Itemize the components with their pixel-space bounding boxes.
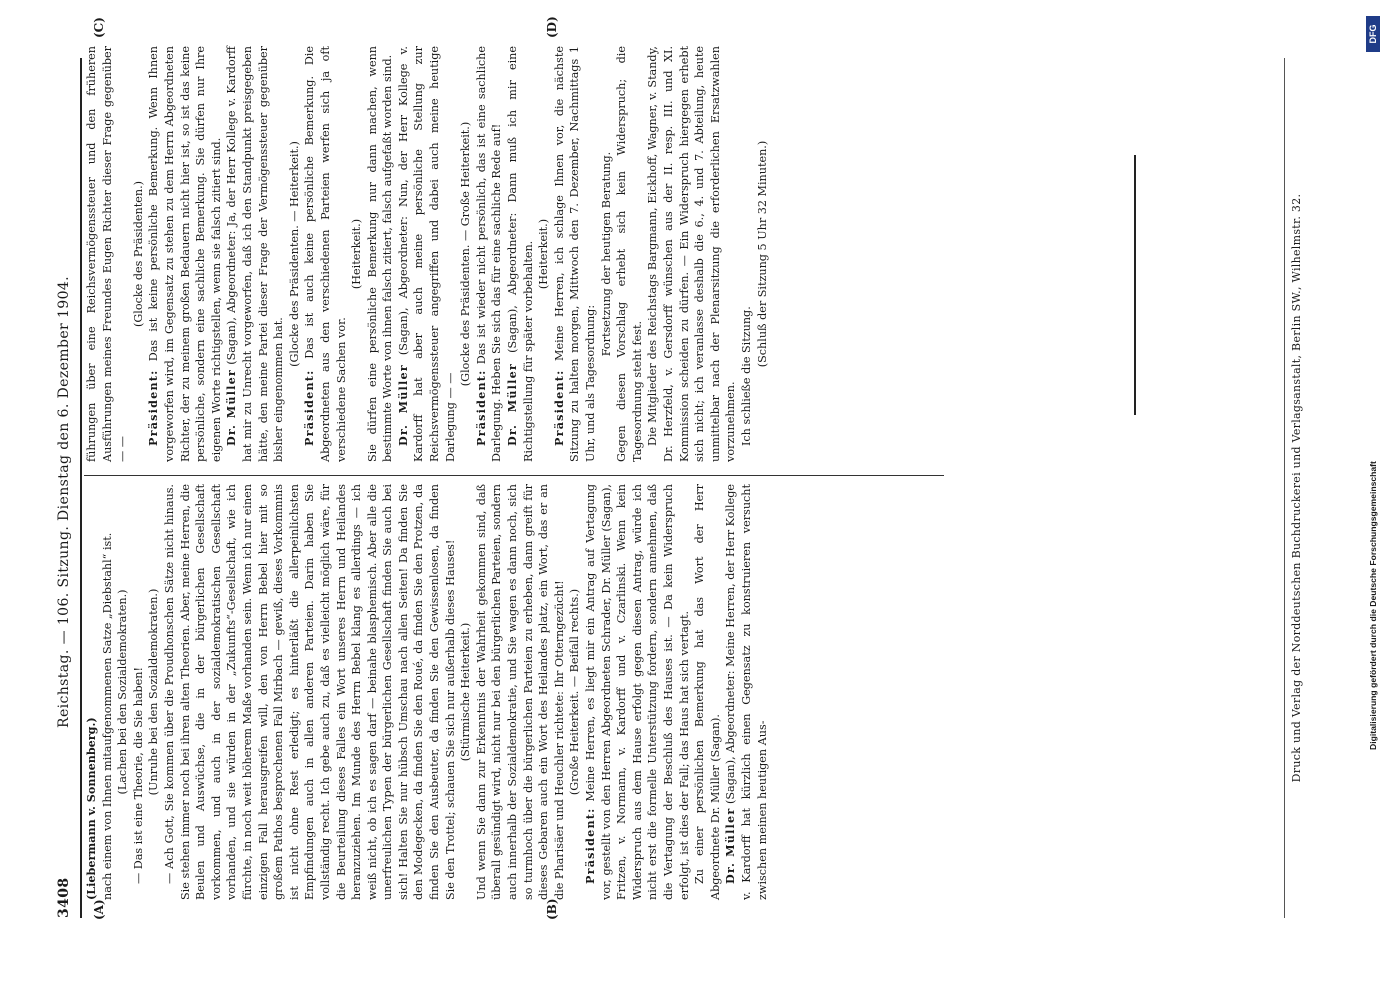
margin-letter-d: (D) [545,16,559,38]
page-number: 3408 [56,877,72,918]
column-rule [84,475,944,476]
paragraph-text: Ich schließe die Sitzung. [739,306,753,446]
right-paragraph [131,46,147,462]
paragraph-text: (Sagan), Abgeordneter: Meine Herren, der Herr Kollege v. Kardorff hat kürzlich einen Gegensatz zu konstruieren versucht zwischen meinen heutigen Aus- [724,484,769,900]
paragraph-text: Meine Herren, es liegt mir ein Antrag auf Vertagung vor, gestellt von den Herren Abgeordneten Schrader, Dr. Müller (Sagan), Fritzen, v. Normann, v. Kardorff und v. Czarlinski. Wenn kein Widerspruch aus dem Hause erfolgt gegen diesen Antrag, würde ich nicht erst die formelle Unterstützung fordern, sondern annehmen, daß die Vertagung der Beschluß des Hauses ist. — Da kein Widerspruch erfolgt, ist dies der Fall; das Haus hat sich vertagt. [584,484,691,900]
speaker-name: Präsident: [551,369,566,446]
right-paragraph [146,46,224,462]
right-paragraph [505,46,536,462]
right-paragraph [645,46,739,462]
digitization-strip [1368,0,1380,1000]
right-paragraph [84,46,131,462]
right-paragraph [755,46,771,462]
running-title: Reichstag. — 106. Sitzung. Dienstag den 6. Dezember 1904. [56,275,72,728]
paragraph-text: führungen über eine Reichsvermögenssteuer und den früheren Ausführungen meines Freundes Eugen Richter dieser Frage gegenüber — — [85,46,130,462]
right-paragraph [224,46,286,462]
left-paragraph [84,484,100,900]
paragraph-text: (Heiterkeit.) [350,218,364,290]
right-column [84,46,770,462]
paragraph-text: — Das ist eine Theorie, die Sie haben! [131,666,145,884]
left-paragraph [162,484,458,900]
paragraph-text: (Glocke des Präsidenten.) [131,181,145,328]
paragraph-text: Das ist keine persönliche Bemerkung. Wenn Ihnen vorgeworfen wird, im Gegensatz zu stehen zu dem Herrn Abgeordneten Richter, der zu meinem großen Bedauern nicht hier ist, so ist das keine persönliche, sondern eine sachliche Bemerkung. Sie dürfen nur Ihre eigenen Worte richtigstellen, wenn sie falsch zitiert sind. [147,46,223,462]
left-paragraph [474,484,568,900]
margin-letter-a: (A) [92,899,106,920]
right-paragraph [614,46,645,462]
paragraph-text: (Heiterkeit.) [537,218,551,290]
right-paragraph [287,46,303,462]
end-rule [1134,155,1136,415]
speaker-name: Präsident: [146,369,161,446]
speaker-name: Präsident: [583,807,597,884]
left-paragraph [146,484,162,900]
paragraph-text: — Ach Gott, Sie kommen über die Proudhonschen Sätze nicht hinaus. Sie stehen immer noch bei ihren alten Theorien. Aber, meine Herren, die Beulen und Auswüchse, die in der bürgerlichen Gesellschaft vorkommen, und auch in der sozialdemokratischen Gesellschaft vorhanden, und sie würden in der „Zukunfts“-Gesellschaft, wie ich fürchte, in noch weit höherem Maße vorhanden sein. Wenn ich nur einen einzigen Fall herausgreifen will, den von Herrn Bebel hier mit so großem Pathos besprochenen Fall Mirbach — gewiß, dieses Vorkommnis ist nicht ohne Rest erledigt; es hinterläßt die allerpeinlichsten Empfindungen auch in allen anderen Parteien. Darin haben Sie vollständig recht. Ich gebe auch zu, daß es vielleicht möglich wäre, für die Beurteilung dieses Falles ein Wort unseres Herrn und Heilandes heranzuziehen. Im Munde des Herrn Bebel klang es allerdings — ich weiß nicht, ob ich es sagen darf — beinahe blasphemisch. Aber alle die unerfreulichen Typen der bürgerlichen Gesellschaft finden Sie auch bei sich! Halten Sie nur hübsch Umschau nach allen Seiten! Da finden Sie den Modegecken, da finden Sie den Roué, da finden Sie den Protzen, da finden Sie den Ausbeuter, da finden Sie den Gewissenlosen, da finden Sie den Trottel; schauen Sie sich nur außerhalb dieses Hauses! [162,484,457,900]
paragraph-text: (Stürmische Heiterkeit.) [459,622,473,762]
margin-letter-c: (C) [92,17,106,38]
paragraph-text: (Schluß der Sitzung 5 Uhr 32 Minuten.) [755,140,769,368]
paragraph-text: (Glocke des Präsidenten. — Große Heiterkeit.) [459,121,473,387]
left-paragraph [458,484,474,900]
left-paragraph [115,484,131,900]
paragraph-text: (Große Heiterkeit. — Beifall rechts.) [568,588,582,796]
paragraph-text: Zu einer persönlichen Bemerkung hat das Wort der Herr Abgeordnete Dr. Müller (Sagan). [693,484,722,900]
page-header [52,58,78,918]
paragraph-text: Die Mitglieder des Reichstags Bargmann, Eickhoff, Wagner, v. Standy, Dr. Herzfeld, v. Gersdorff wünschen aus der II. resp. III. und XI. Kommission scheiden zu dürfen. — Ein Widerspruch hiergegen erhebt sich nicht; ich veranlasse deshalb die 6., 4. und 7. Abteilung, heute unmittelbar nach der Plenarsitzung die erforderlichen Ersatzwahlen vorzunehmen. [646,46,738,462]
speaker-name: Dr. Müller [723,807,738,884]
right-paragraph [552,46,599,462]
paragraph-text: (Sagan), Abgeordneter: Dann muß ich mir eine Richtigstellung für später vorbehalten. [506,45,535,462]
paragraph-text: Fortsetzung der heutigen Beratung. [599,151,613,357]
speaker-name: Dr. Müller [395,364,410,446]
left-paragraph [567,484,583,900]
speaker-name: Dr. Müller [224,368,239,446]
imprint-line: Druck und Verlag der Norddeutschen Buchdruckerei und Verlagsanstalt, Berlin SW., Wilhelmstr. 32. [1290,193,1303,783]
left-column [84,484,770,900]
right-paragraph [599,46,615,462]
paragraph-text: (Liebermann v. Sonnenberg.) [84,717,98,900]
left-paragraph [692,484,723,900]
paragraph-text: (Sagan), Abgeordneter: Nun, der Herr Kollege v. Kardorff hat aber auch meine persönliche Stellung zur Reichsvermögenssteuer angegriffen und dabei auch meine heutige Darlegung — — [396,46,457,462]
right-paragraph [396,46,458,462]
speaker-name: Präsident: [473,369,488,446]
left-paragraph [583,484,692,900]
speaker-name: Präsident: [302,369,317,446]
paragraph-text: Gegen diesen Vorschlag erhebt sich kein Widerspruch; die Tagesordnung steht fest. [615,46,644,462]
paragraph-text: Das ist auch keine persönliche Bemerkung. Die Abgeordneten aus den verschiedenen Parteien werfen sich ja oft verschiedene Sachen vor. [303,46,348,462]
left-paragraph [723,484,770,900]
imprint-rule [1284,58,1285,918]
dfg-logo: DFG [1366,16,1380,52]
paragraph-text: (Unruhe bei den Sozialdemokraten.) [147,588,161,796]
right-paragraph [349,46,365,462]
paragraph-text: Sie dürfen eine persönliche Bemerkung nur dann machen, wenn bestimmte Worte von ihnen falsch zitiert, falsch aufgefaßt worden sind. [365,46,395,462]
paragraph-text: (Glocke des Präsidenten. — Heiterkeit.) [287,141,301,367]
digitization-note: Digitalisierung gefördert durch die Deutsche Forschungsgemeinschaft [1368,461,1378,750]
header-rule [80,58,82,918]
right-paragraph [739,46,755,462]
margin-letter-b: (B) [545,898,559,920]
paragraph-text: Das ist wieder nicht persönlich, das ist eine sachliche Darlegung. Heben Sie sich das für eine sachliche Rede auf! [474,46,504,462]
right-paragraph [458,46,474,462]
right-paragraph [474,46,505,462]
speaker-name: Dr. Müller [505,363,520,446]
left-paragraph [131,484,147,900]
paragraph-text: Und wenn Sie dann zur Erkenntnis der Wahrheit gekommen sind, daß überall gesündigt wird, nicht nur bei den bürgerlichen Parteien, sondern auch innerhalb der Sozialdemokratie, und Sie wagen es dann noch, sich so turmhoch über die bürgerlichen Parteien zu erheben, dann greift für dieses Gebaren auch ein Wort des Heilandes platz, ein Wort, das er an die Pharisäer und Heuchler richtete: Ihr Otterngezücht! [474,484,566,900]
right-paragraph [365,46,396,462]
paragraph-text: Meine Herren, ich schlage Ihnen vor, die nächste Sitzung zu halten morgen, Mittwoch den 7. Dezember, Nachmittags 1 Uhr, und als Tagesordnung: [552,46,597,462]
paragraph-text: nach einem von Ihnen mitaufgenommenen Satze „Diebstahl“ ist. [100,532,114,900]
right-paragraph [302,46,349,462]
right-paragraph [536,46,552,462]
left-paragraph [100,484,116,900]
paragraph-text: (Lachen bei den Sozialdemokraten.) [116,589,130,795]
paragraph-text: (Sagan), Abgeordneter: Ja, der Herr Kollege v. Kardorff hat mir zu Unrecht vorgeworfen, daß ich den Standpunkt preisgegeben hätte, den meine Partei dieser Frage der Vermögenssteuer gegenüber bisher eingenommen hat. [225,46,286,462]
